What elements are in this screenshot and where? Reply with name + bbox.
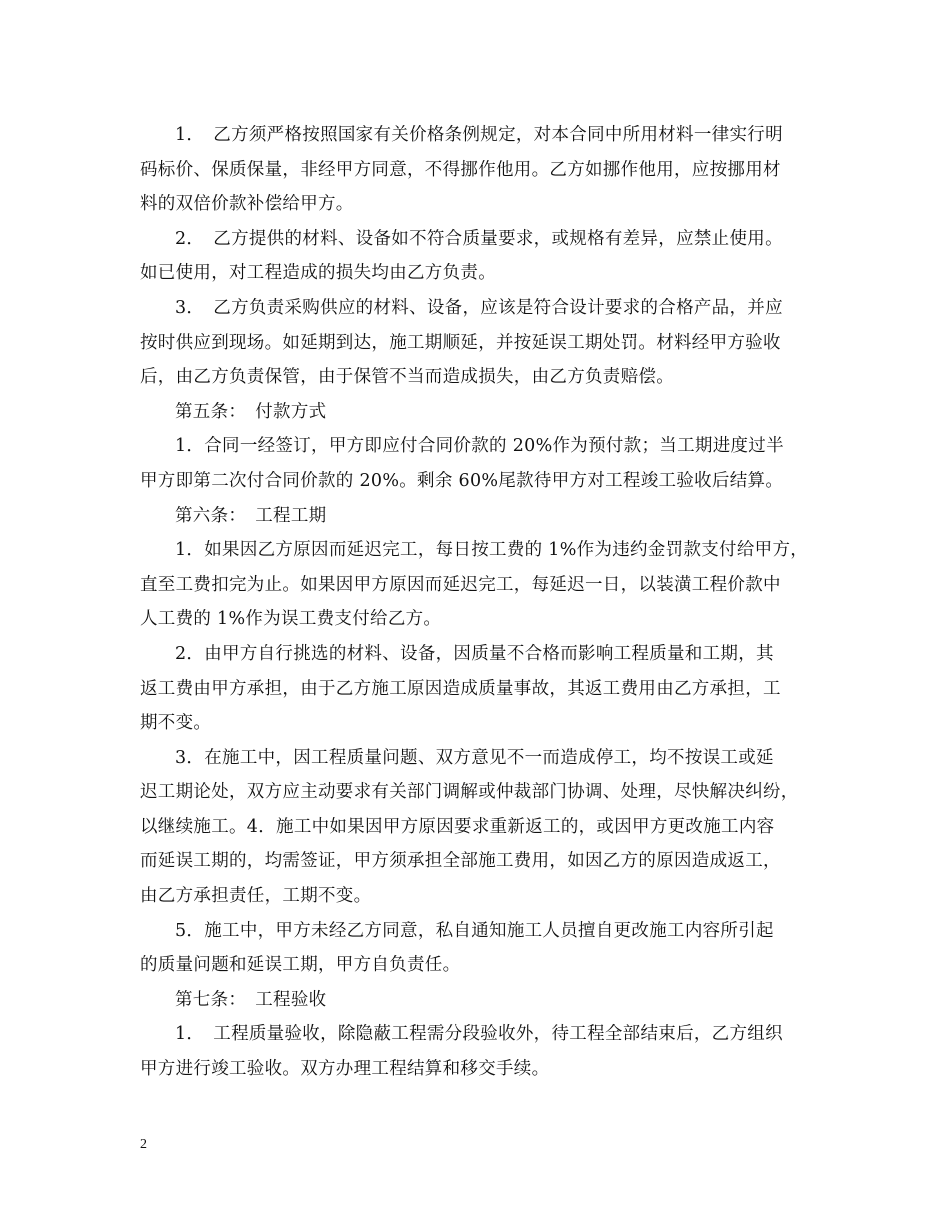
paragraph <box>140 1017 820 1086</box>
paragraph-line: 1． 工程质量验收，除隐蔽工程需分段验收外，待工程全部结束后，乙方组织 <box>175 1024 783 1045</box>
paragraph <box>140 914 820 983</box>
paragraph <box>140 499 820 534</box>
paragraph-line: 后，由乙方负责保管，由于保管不当而造成损失，由乙方负责赔偿。 <box>140 367 674 388</box>
paragraph-line: 3． 乙方负责采购供应的材料、设备，应该是符合设计要求的合格产品，并应 <box>175 297 783 318</box>
paragraph <box>140 429 820 498</box>
paragraph <box>140 533 820 637</box>
paragraph <box>140 118 820 222</box>
paragraph-line: 甲方进行竣工验收。双方办理工程结算和移交手续。 <box>140 1059 550 1080</box>
paragraph-line: 如已使用，对工程造成的损失均由乙方负责。 <box>140 263 496 284</box>
paragraph-line: 第六条： 工程工期 <box>175 505 327 526</box>
paragraph-line: 由乙方承担责任，工期不变。 <box>140 886 372 907</box>
paragraph-line: 1．合同一经签订，甲方即应付合同价款的 20%作为预付款；当工期进度过半 <box>175 436 784 457</box>
paragraph-line: 人工费的 1%作为误工费支付给乙方。 <box>140 609 442 630</box>
paragraph-line: 按时供应到现场。如延期到达，施工期顺延，并按延误工期处罚。材料经甲方验收 <box>140 332 781 353</box>
paragraph-line: 迟工期论处，双方应主动要求有关部门调解或仲裁部门协调、处理，尽快解决纠纷， <box>140 782 799 803</box>
paragraph-line: 码标价、保质保量，非经甲方同意，不得挪作他用。乙方如挪作他用，应按挪用材 <box>140 159 781 180</box>
paragraph-line: 以继续施工。4．施工中如果因甲方原因要求重新返工的，或因甲方更改施工内容 <box>140 816 775 837</box>
paragraph-line: 5．施工中，甲方未经乙方同意，私自通知施工人员擅自更改施工内容所引起 <box>175 920 774 941</box>
paragraph-line: 料的双倍价款补偿给甲方。 <box>140 194 354 215</box>
paragraph <box>140 222 820 291</box>
paragraph <box>140 637 820 741</box>
paragraph-line: 2．由甲方自行挑选的材料、设备，因质量不合格而影响工程质量和工期，其 <box>175 643 774 664</box>
paragraph <box>140 291 820 395</box>
paragraph-line: 第七条： 工程验收 <box>175 989 327 1010</box>
page-number: 2 <box>140 1137 147 1152</box>
paragraph-line: 直至工费扣完为止。如果因甲方原因而延迟完工，每延迟一日，以装潢工程价款中 <box>140 574 781 595</box>
paragraph-line: 1．如果因乙方原因而延迟完工，每日按工费的 1%作为违约金罚款支付给甲方， <box>175 540 809 561</box>
paragraph <box>140 983 820 1018</box>
paragraph-line: 而延误工期的，均需签证，甲方须承担全部施工费用，如因乙方的原因造成返工， <box>140 851 781 872</box>
paragraph-line: 返工费由甲方承担，由于乙方施工原因造成质量事故，其返工费用由乙方承担，工 <box>140 678 781 699</box>
paragraph-line: 期不变。 <box>140 713 212 734</box>
paragraph-line: 甲方即第二次付合同价款的 20%。剩余 60%尾款待甲方对工程竣工验收后结算。 <box>140 470 784 491</box>
paragraph <box>140 395 820 430</box>
paragraph <box>140 741 820 914</box>
paragraph-line: 3．在施工中，因工程质量问题、双方意见不一而造成停工，均不按误工或延 <box>175 747 774 768</box>
document-body <box>140 118 820 1087</box>
paragraph-line: 的质量问题和延误工期，甲方自负责任。 <box>140 955 461 976</box>
paragraph-line: 1． 乙方须严格按照国家有关价格条例规定，对本合同中所用材料一律实行明 <box>175 125 783 145</box>
paragraph-line: 2． 乙方提供的材料、设备如不符合质量要求，或规格有差异，应禁止使用。 <box>175 228 783 249</box>
paragraph-line: 第五条： 付款方式 <box>175 401 327 422</box>
